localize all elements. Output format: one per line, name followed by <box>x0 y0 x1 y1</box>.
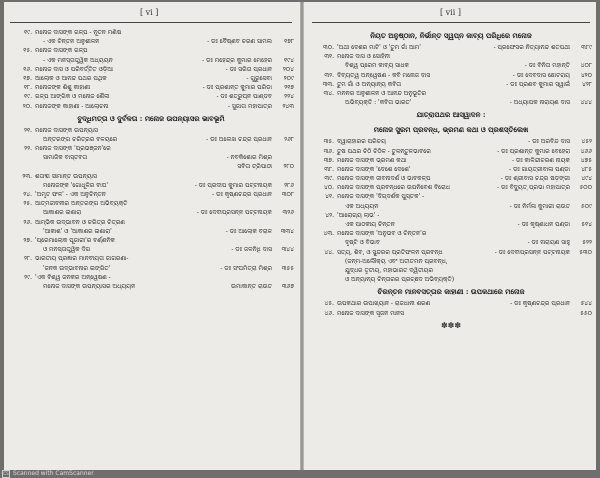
toc-entry <box>8 65 294 74</box>
entry-author: - ଡଃ ଅଲେଖ ଚନ୍ଦ୍ର ପ୍ରଧାନ <box>206 135 272 143</box>
toc-entry <box>8 199 294 208</box>
entry-title: ମନୋଜଙ୍କ 'ଗୋଧୂଳିର ବାଘ' <box>43 181 109 189</box>
entry-number: ୧୯. <box>23 93 32 101</box>
entry-page: ୩୬୭ <box>281 282 294 290</box>
entry-title: ମନୋଜ ଦାସ ଓ ପରିବର୍ତ୍ତିତ ଓଡ଼ିଆ <box>35 65 113 73</box>
entry-title: ଆତ୍ମଜୀବନୀର ଅନ୍ତରଙ୍ଗ ଅଭିବ୍ୟକ୍ତି <box>35 200 128 208</box>
section-heading: ବୁଦ୍ଧିମତ୍ତା ଓ ଦୁର୍ବଳତା : ମନୋଜ ଉପନ୍ୟାସର ଭାବଭୂମି <box>77 113 225 123</box>
header-rule <box>312 22 590 23</box>
toc-entry <box>310 98 592 107</box>
entry-page: ୪୦୮ <box>580 62 592 70</box>
toc-list <box>8 28 294 470</box>
entry-title: 'ଆକାଶ' ଓ 'ଆକାଶର ଇଶାରା' <box>43 227 112 235</box>
entry-number: ୪୫. <box>324 300 334 308</box>
entry-author: - ଡଃ କୃଷ୍ଣଚନ୍ଦ୍ର ପ୍ରଧାନ <box>510 300 570 308</box>
entry-number: ୩୯. <box>324 175 334 183</box>
entry-number: ୨୦. <box>22 102 32 110</box>
section-heading: ଚିରନ୍ତନ ମାନବସତ୍ତାର କାହାଣୀ : ଉପକଥାରେ ମନୋଜ <box>377 287 525 297</box>
entry-title: ଗଳ୍ପ ଆଙ୍ଗିକ ଓ ମନୋଜ ଶୈଳୀ <box>35 93 110 101</box>
entry-page: ୩୩୪ <box>280 227 294 235</box>
toc-entry <box>310 238 592 247</box>
entry-title: - ଏକ ମନସ୍ତାତ୍ତ୍ୱିକ ଅଧ୍ୟୟନ <box>43 56 113 64</box>
toc-entry <box>8 144 294 153</box>
book-spread <box>4 2 596 470</box>
entry-title: ଭାରତୀୟ ପ୍ରଜ୍ଞାର ମାନବୀୟତା ଜାଗରଣା- <box>35 255 129 263</box>
entry-author: - ଡଃ ଦେବୀପ୍ରସନ୍ନ ପଟ୍ଟନାୟକ <box>196 209 272 217</box>
entry-page: ୨୪୩ <box>282 102 294 110</box>
entry-title: ମନୋଜ ଦାସଙ୍କ ଗଳ୍ପ - ନୂତନ ମଣିଷ <box>35 29 122 36</box>
entry-title: ଅନ୍ତରଙ୍ଗ ଚରିତ୍ରର ବଳୟରେ <box>43 135 118 143</box>
entry-page: ୨୬୮ <box>284 135 294 143</box>
entry-title: 'ଅମୃତ ଫଳ' - ଏକ ଅନୁଚିନ୍ତନ <box>35 191 106 198</box>
entry-number: ୨୨. <box>24 145 32 153</box>
entry-page: ୪୨୮ <box>582 80 592 88</box>
toc-entry <box>8 282 294 291</box>
entry-title: ଦିବ୍ୟତ୍ୱ ଅନ୍ୱେଷଣ - କବି ମନୋଜ ଦାସ <box>337 71 431 79</box>
entry-number: ୨୫. <box>23 200 32 208</box>
entry-page: ୨୦୯ <box>283 74 294 82</box>
entry-author: - ଡଃ ବୈଷ୍ଣବ ଚରଣ ସାମଲ <box>207 38 272 46</box>
toc-entry <box>310 257 592 266</box>
entry-author: - ଡଃ ଶତ୍ରୁଘ୍ନ ପାଣ୍ଡବ <box>216 93 272 101</box>
entry-number: ୩୦. <box>323 44 334 51</box>
entry-title: ମନୋଜଙ୍କ ଶିଶୁ କାହାଣୀ <box>35 84 91 92</box>
toc-entry <box>310 275 592 284</box>
entry-number: ୨୭. <box>23 236 32 244</box>
entry-author: - ଡଃ ଜଳନିଧି ଦାସ <box>231 246 272 254</box>
toc-entry <box>310 309 592 318</box>
entry-author: - ଡଃ ସଂଘମିତ୍ରା ମିଶ୍ର <box>220 264 272 272</box>
entry-number: ୨୬. <box>23 218 32 226</box>
entry-number: ୨୧. <box>23 126 32 134</box>
entry-number: ୧୫. <box>23 47 32 55</box>
entry-title: ଉପକଥାର ଉପାଖ୍ୟାନ - ରାଜଧାନୀ ଶରଣ <box>337 300 431 308</box>
entry-author: - ଡଃ ବିଦ୍ୟୁତ୍ ପ୍ରଭା ମହାପାତ୍ର <box>496 184 570 192</box>
entry-author: - ଡଃ କୃଷ୍ଣଚନ୍ଦ୍ର ପ୍ରଧାନ <box>212 191 272 198</box>
entry-title: ଆକାଶର ଇଶାରା <box>43 209 82 217</box>
entry-number: ୩୮. <box>324 165 334 173</box>
entry-title: ମନୋଜ ଦାସଙ୍କ 'ଦିଗ୍‌ଦର୍ଶକ ପୁସ୍ତକ' - <box>337 193 425 201</box>
entry-author: - ଡଃ ଦେବଦାସ ଛୋଟରାୟ <box>512 71 570 79</box>
entry-title: ମନୋଜ ଦାସଙ୍କ ଗଳ୍ପ <box>35 47 88 55</box>
scanner-watermark <box>2 470 94 477</box>
entry-title: ତୁଷ ପଥର ଚିଠି ଚିଠିଳ - ତୁଳନ୍ତୁଳଭାବରେ <box>337 147 431 155</box>
entry-page: ୪୯୪ <box>581 175 592 183</box>
entry-author: - ଡଃ କାଳିନ୍ଦୀଚରଣ ନାୟକ <box>511 156 570 164</box>
toc-entry <box>8 83 294 92</box>
toc-entry <box>8 172 294 181</box>
entry-title: ସତ୍ୟ, ଶିବ, ଓ ସୁନ୍ଦରର ପ୍ରତିଫଳନ ପ୍ରବନ୍ଧ <box>337 248 443 256</box>
entry-page: ୫୦୦ <box>579 184 592 192</box>
entry-number: ୨୩. <box>22 172 32 180</box>
entry-page: ୫୧୪ <box>581 221 592 228</box>
entry-author: - ନବକିଶୋର ମିଶ୍ର <box>226 154 272 162</box>
entry-page: ୫୪୪ <box>580 300 592 308</box>
entry-page: ୪୨୦ <box>580 71 592 79</box>
left-page <box>4 2 298 470</box>
entry-title: ମନୋଜ ଦାସଙ୍କ 'ଦେଶେ ଦେଶେ' <box>337 165 411 173</box>
toc-entry <box>310 220 592 229</box>
entry-author: ଉମାକାନ୍ତ ରାଉତ <box>230 282 272 290</box>
page-number: [ vi ] <box>140 8 159 17</box>
toc-entry <box>310 299 592 308</box>
entry-page: ୨୧୭ <box>284 84 294 92</box>
entry-title: - ଏକ ଚିନ୍ତନ ଅନୁଶୀଳନ <box>43 38 100 46</box>
toc-entry <box>310 248 592 257</box>
entry-title: ମନୋଜ ଦାସଙ୍କ 'ପ୍ରଭଞ୍ଜନ'ରେ <box>35 145 111 153</box>
entry-title: ଆଲୋକ ଓ ଆନନ୍ଦ ପଥର ପଥିକ <box>35 74 107 82</box>
entry-title: ଆମ୍ଭିକ ଉଦ୍ଭାବନ ଓ ଚରିତ୍ର ଚିତ୍ରଣ <box>35 218 125 226</box>
entry-number: ୧୭. <box>23 74 32 82</box>
entry-page: ୩୮୯ <box>581 44 592 51</box>
toc-entry <box>8 273 294 282</box>
entry-number: ୩୩. <box>322 80 334 88</box>
entry-title: ମନୋଜ ଦାସଙ୍କ ସୃଜନ ମାନସ <box>337 309 405 317</box>
entry-author: - ଡଃ ଗାୟତ୍ରୀବାଳା ପଣ୍ଡା <box>509 165 570 173</box>
entry-title: ସାମାଜିକ ବାସ୍ତବତା <box>43 154 88 162</box>
entry-number: ୪୦. <box>323 184 334 192</box>
toc-entry <box>310 165 592 174</box>
toc-entry <box>8 245 294 254</box>
entry-title: ମନୋଜ ଦାସଙ୍କ 'ଅନୁଭବ ଓ ଚିନ୍ତନ'ର <box>337 230 427 238</box>
toc-entry <box>8 218 294 227</box>
entry-title: ମନୋଜ ଦାସଙ୍କ ଜୀବନାଦର୍ଶ ଓ ଭାବକଳ୍ପ <box>337 175 431 183</box>
toc-entry <box>8 264 294 273</box>
entry-title: ମନୋଜ ଦାସଙ୍କ ଭ୍ରମଣ କଥା <box>337 156 407 164</box>
entry-title: ଏକ ଅଧ୍ୟୟନ <box>345 202 379 210</box>
entry-title: ମନୋଜ ଦାସଙ୍କ ଉପନ୍ୟାସର ଅଧ୍ୟୟନ <box>43 282 136 290</box>
header-rule <box>10 22 292 23</box>
entry-title: ଯୁଦ୍ଧର ତୃତୀୟ, ମହାଭାରତ ଦ୍ୱିତୀୟର <box>345 266 434 274</box>
entry-title: ମନନର ଅନୁଶୀଳନ ଓ ଆନନ୍ଦ ଅନୁଭୂତିର <box>337 89 427 97</box>
entry-title: 'ପ୍ରେମାଲୋକ ପୂଜାରୀ'ର ବର୍ଣ୍ଣନିକ <box>35 236 115 244</box>
entry-number: ୩୪. <box>323 89 334 97</box>
entry-page: ୩୫୫ <box>281 264 294 272</box>
entry-number: ୧୬. <box>23 65 32 73</box>
toc-entry <box>310 80 592 89</box>
entry-title: ଓ ଅନ୍ୟାନ୍ୟ ଚିନ୍ତାରର ପ୍ରଚ୍ଛଦ ଅଭିବ୍ୟକ୍ତି) <box>345 276 455 284</box>
toc-list <box>310 28 592 470</box>
toc-entry <box>310 89 592 98</box>
entry-page: ୨୦୪ <box>282 65 294 73</box>
entry-number: ୨୯. <box>24 273 32 281</box>
toc-entry <box>310 266 592 275</box>
entry-page: ୩୨୬ <box>282 209 294 217</box>
entry-title: ଦ୍ୱାରାହାରର ପରିଚୟ <box>337 138 386 146</box>
entry-author: - ପ୍ରଫେସର ନିତ୍ୟାନନ୍ଦ ଶତପଥୀ <box>493 44 570 51</box>
toc-entry <box>8 102 294 111</box>
toc-entry <box>8 37 294 46</box>
entry-number: ୩୨. <box>324 71 334 79</box>
entry-title: ମନୋଜ ଦାସଙ୍କ ଉପନ୍ୟାସ <box>35 126 98 134</box>
section-heading: ମନୋଜ ସୁରମ ପ୍ରବନ୍ଧ, ଭ୍ରମଣ କଥା ଓ ପ୍ରଶସ୍ତିଲେଖ <box>373 125 529 135</box>
entry-author: - ଅଧ୍ୟାପକ ନାରାୟଣ ଦାସ <box>509 99 570 107</box>
entry-title: ଶତାବ୍ଦୀ ସୀମାନ୍ତ ଉପନ୍ୟାସ <box>35 172 97 180</box>
entry-number: ୩୫. <box>323 138 334 146</box>
entry-title: ଏକ ପାଠକୀୟ ଚିନ୍ତନ <box>345 221 395 228</box>
entry-author: - ଡଃ ଆଲୋକ ବରାଳ <box>225 227 272 235</box>
entry-title: 'ଏକ ବିଶ୍ୱ ଜନକର ଅନ୍ୱେଷଣ - <box>35 273 111 281</box>
toc-entry <box>8 92 294 101</box>
entry-page: ୫୫୦ <box>580 309 592 317</box>
entry-title: 'ଅଥୀ ଦେଶର ମାଟି' ଓ 'ତୁମ ଗାଁ ଆମ' <box>337 44 421 51</box>
entry-number: ୧୯. <box>23 29 32 36</box>
toc-entry <box>8 28 294 37</box>
toc-entry <box>8 227 294 236</box>
toc-entry <box>310 52 592 61</box>
section-heading: ଯାତ୍ରାପଥର ଆସ୍ୱାଦନ : <box>416 110 486 120</box>
entry-page: ୪୮୫ <box>581 165 592 173</box>
entry-page: ୫୦୯ <box>580 202 592 210</box>
entry-author: - ଡଃ ଅରବିନ୍ଦ ଦାସ <box>528 138 570 146</box>
entry-page: ୨୨୪ <box>284 93 294 101</box>
entry-page: ୫୩୦ <box>579 248 592 256</box>
entry-author: - ଡଃ ପ୍ରଦୀପ କୁମାର ପଟ୍ଟନାୟକ <box>194 181 272 189</box>
entry-number: ୧୮. <box>23 84 32 92</box>
entry-title: 'ଆରୋଗ୍ୟ ଲାଭ' - <box>337 211 380 219</box>
toc-entry <box>310 202 592 211</box>
toc-entry <box>8 74 294 83</box>
page-number: [ vii ] <box>440 8 461 17</box>
entry-page: ୨୮୬ <box>284 181 294 189</box>
entry-author: - ଡଃ ଶ୍ରୀବାସ ଚନ୍ଦ୍ର ଷଡ଼ଙ୍ଗୀ <box>500 175 570 183</box>
toc-entry <box>310 211 592 220</box>
toc-entry <box>8 254 294 263</box>
toc-entry <box>8 236 294 245</box>
toc-entry <box>310 71 592 80</box>
entry-title: ତୁମ ଗାଁ ଓ ଅନ୍ୟାନ୍ୟ କବିତା <box>337 80 402 88</box>
entry-page: ୪୭୫ <box>580 156 592 164</box>
entry-page: ୧୭୮ <box>284 38 294 46</box>
entry-number: ୪୨. <box>325 211 334 219</box>
entry-number: ୪୪. <box>324 248 334 256</box>
entry-author: - ଡଃ ପ୍ରଶାନ୍ତ କୁମାର ବେହେରା <box>497 147 570 155</box>
entry-author: - ଡଃ ପ୍ରଣବ କୁମାର ସ୍ୱାଇଁ <box>506 80 570 88</box>
right-page <box>306 2 596 470</box>
section-heading: ନିୟତ ଅନୁଷ୍ଠାନ, ନିର୍ଭାନ୍ତ ସ୍ୱପ୍ନ କାବ୍ୟ ପରିଧିରେ ମନୋଜ <box>370 31 532 40</box>
end-ornament: ✽✽✽ <box>440 320 462 330</box>
entry-page: ୪୫୨ <box>581 138 592 146</box>
entry-author: ସବିତା ତ୍ରିପାଠୀ <box>237 163 272 171</box>
entry-title: (ଜନ୍ମ-ଅଲୌକ୍ୟ ଏବଂ ଅତୀତମନ ପ୍ରବନ୍ଧ, <box>345 257 448 265</box>
toc-entry <box>310 183 592 192</box>
entry-title: ଓ ମନସ୍ତାତ୍ତ୍ୱିକ ଦିଗ <box>43 246 91 254</box>
entry-page: ୫୨୨ <box>582 239 592 247</box>
toc-entry <box>8 135 294 144</box>
camscanner-logo: CS <box>3 470 9 476</box>
toc-entry <box>8 162 294 171</box>
entry-title: ଅଭିବ୍ୟକ୍ତି : 'କବିତା ଭାରତ' <box>345 99 412 107</box>
toc-entry <box>310 156 592 165</box>
entry-author: - ସୁଜାତା ମହାପାତ୍ର <box>227 102 272 110</box>
toc-entry <box>310 229 592 238</box>
toc-entry <box>8 190 294 199</box>
toc-entry <box>8 126 294 135</box>
toc-entry <box>8 46 294 55</box>
entry-author: - ଡଃ ମହେନ୍ଦ୍ର କୁମାର ମେହେର <box>202 56 272 64</box>
entry-title: ମନୋଜଙ୍କ କାହାଣୀ - ଆଲୋଚନା <box>35 102 109 110</box>
entry-page: ୧୯୪ <box>284 56 294 64</box>
toc-entry <box>8 208 294 217</box>
watermark-text: Scanned with CamScanner <box>13 470 94 477</box>
toc-entry <box>310 174 592 183</box>
toc-entry <box>8 56 294 65</box>
entry-number: ୨୪. <box>23 191 32 198</box>
entry-title: ମନୋଜ ଦାସଙ୍କ ପ୍ରବନ୍ଧରେ ଉପନିବେଶ ବିରୋଧ <box>337 184 450 192</box>
entry-author: - ଡଃ ପ୍ରଶାନ୍ତ କୁମାର ପରିଡ଼ା <box>202 84 272 92</box>
entry-number: ୩୭. <box>323 156 334 164</box>
entry-author: - ଡଃ ନିର୍ମଳା କୁମାରୀ ରାଉତ <box>509 202 570 210</box>
entry-author: - ଗୁରୁସେବା <box>246 74 272 82</box>
entry-page: ୨୮୦ <box>283 163 294 171</box>
entry-title: ଦୃଷ୍ଟି ଓ ବିଭାବ <box>345 239 380 247</box>
entry-number: ୪୩. <box>323 230 334 238</box>
entry-author: - ଡଃ ବିନିତା ମହାନ୍ତି <box>524 62 570 70</box>
entry-number: ୨୮. <box>23 255 32 263</box>
entry-author: - ଡଃ କୃଷ୍ଣାଧନ ପଣ୍ଡା <box>517 221 570 228</box>
book-gutter <box>300 2 304 470</box>
entry-title: 'ଜନକ ଉଦ୍ଭାବନାର ଇଙ୍ଗିତ' <box>43 264 111 272</box>
entry-number: ୪୧. <box>325 193 334 201</box>
toc-entry <box>310 43 592 52</box>
entry-page: ୪୪୪ <box>580 99 592 107</box>
entry-number: ୩୧. <box>324 53 334 61</box>
entry-page: ୪୬୬ <box>580 147 592 155</box>
entry-author: - ଡଃ ଦେବୀପ୍ରସନ୍ନ ପଟ୍ଟନାୟକ <box>494 248 570 256</box>
toc-entry <box>310 137 592 146</box>
entry-number: ୪୬. <box>324 309 334 317</box>
toc-entry <box>310 61 592 70</box>
entry-page: ୩୦୮ <box>281 191 294 198</box>
toc-entry <box>310 192 592 201</box>
entry-title: ମନୋଜ ଦାସ ଓ ସୋହିନୀ <box>337 53 390 61</box>
toc-entry <box>8 181 294 190</box>
entry-page: ୩୪୪ <box>281 246 294 254</box>
toc-entry <box>310 147 592 156</box>
entry-author: - ଡଃ ନାରାୟଣ ସାହୁ <box>527 239 570 247</box>
toc-entry <box>8 153 294 162</box>
entry-title: ବିଶ୍ୱ ପ୍ରେମ କାବ୍ୟ ସାଧକ <box>345 62 409 70</box>
entry-number: ୩୬. <box>323 147 334 155</box>
entry-author: - ଡଃ ସରିତା ପ୍ରଧାନ <box>225 65 272 73</box>
